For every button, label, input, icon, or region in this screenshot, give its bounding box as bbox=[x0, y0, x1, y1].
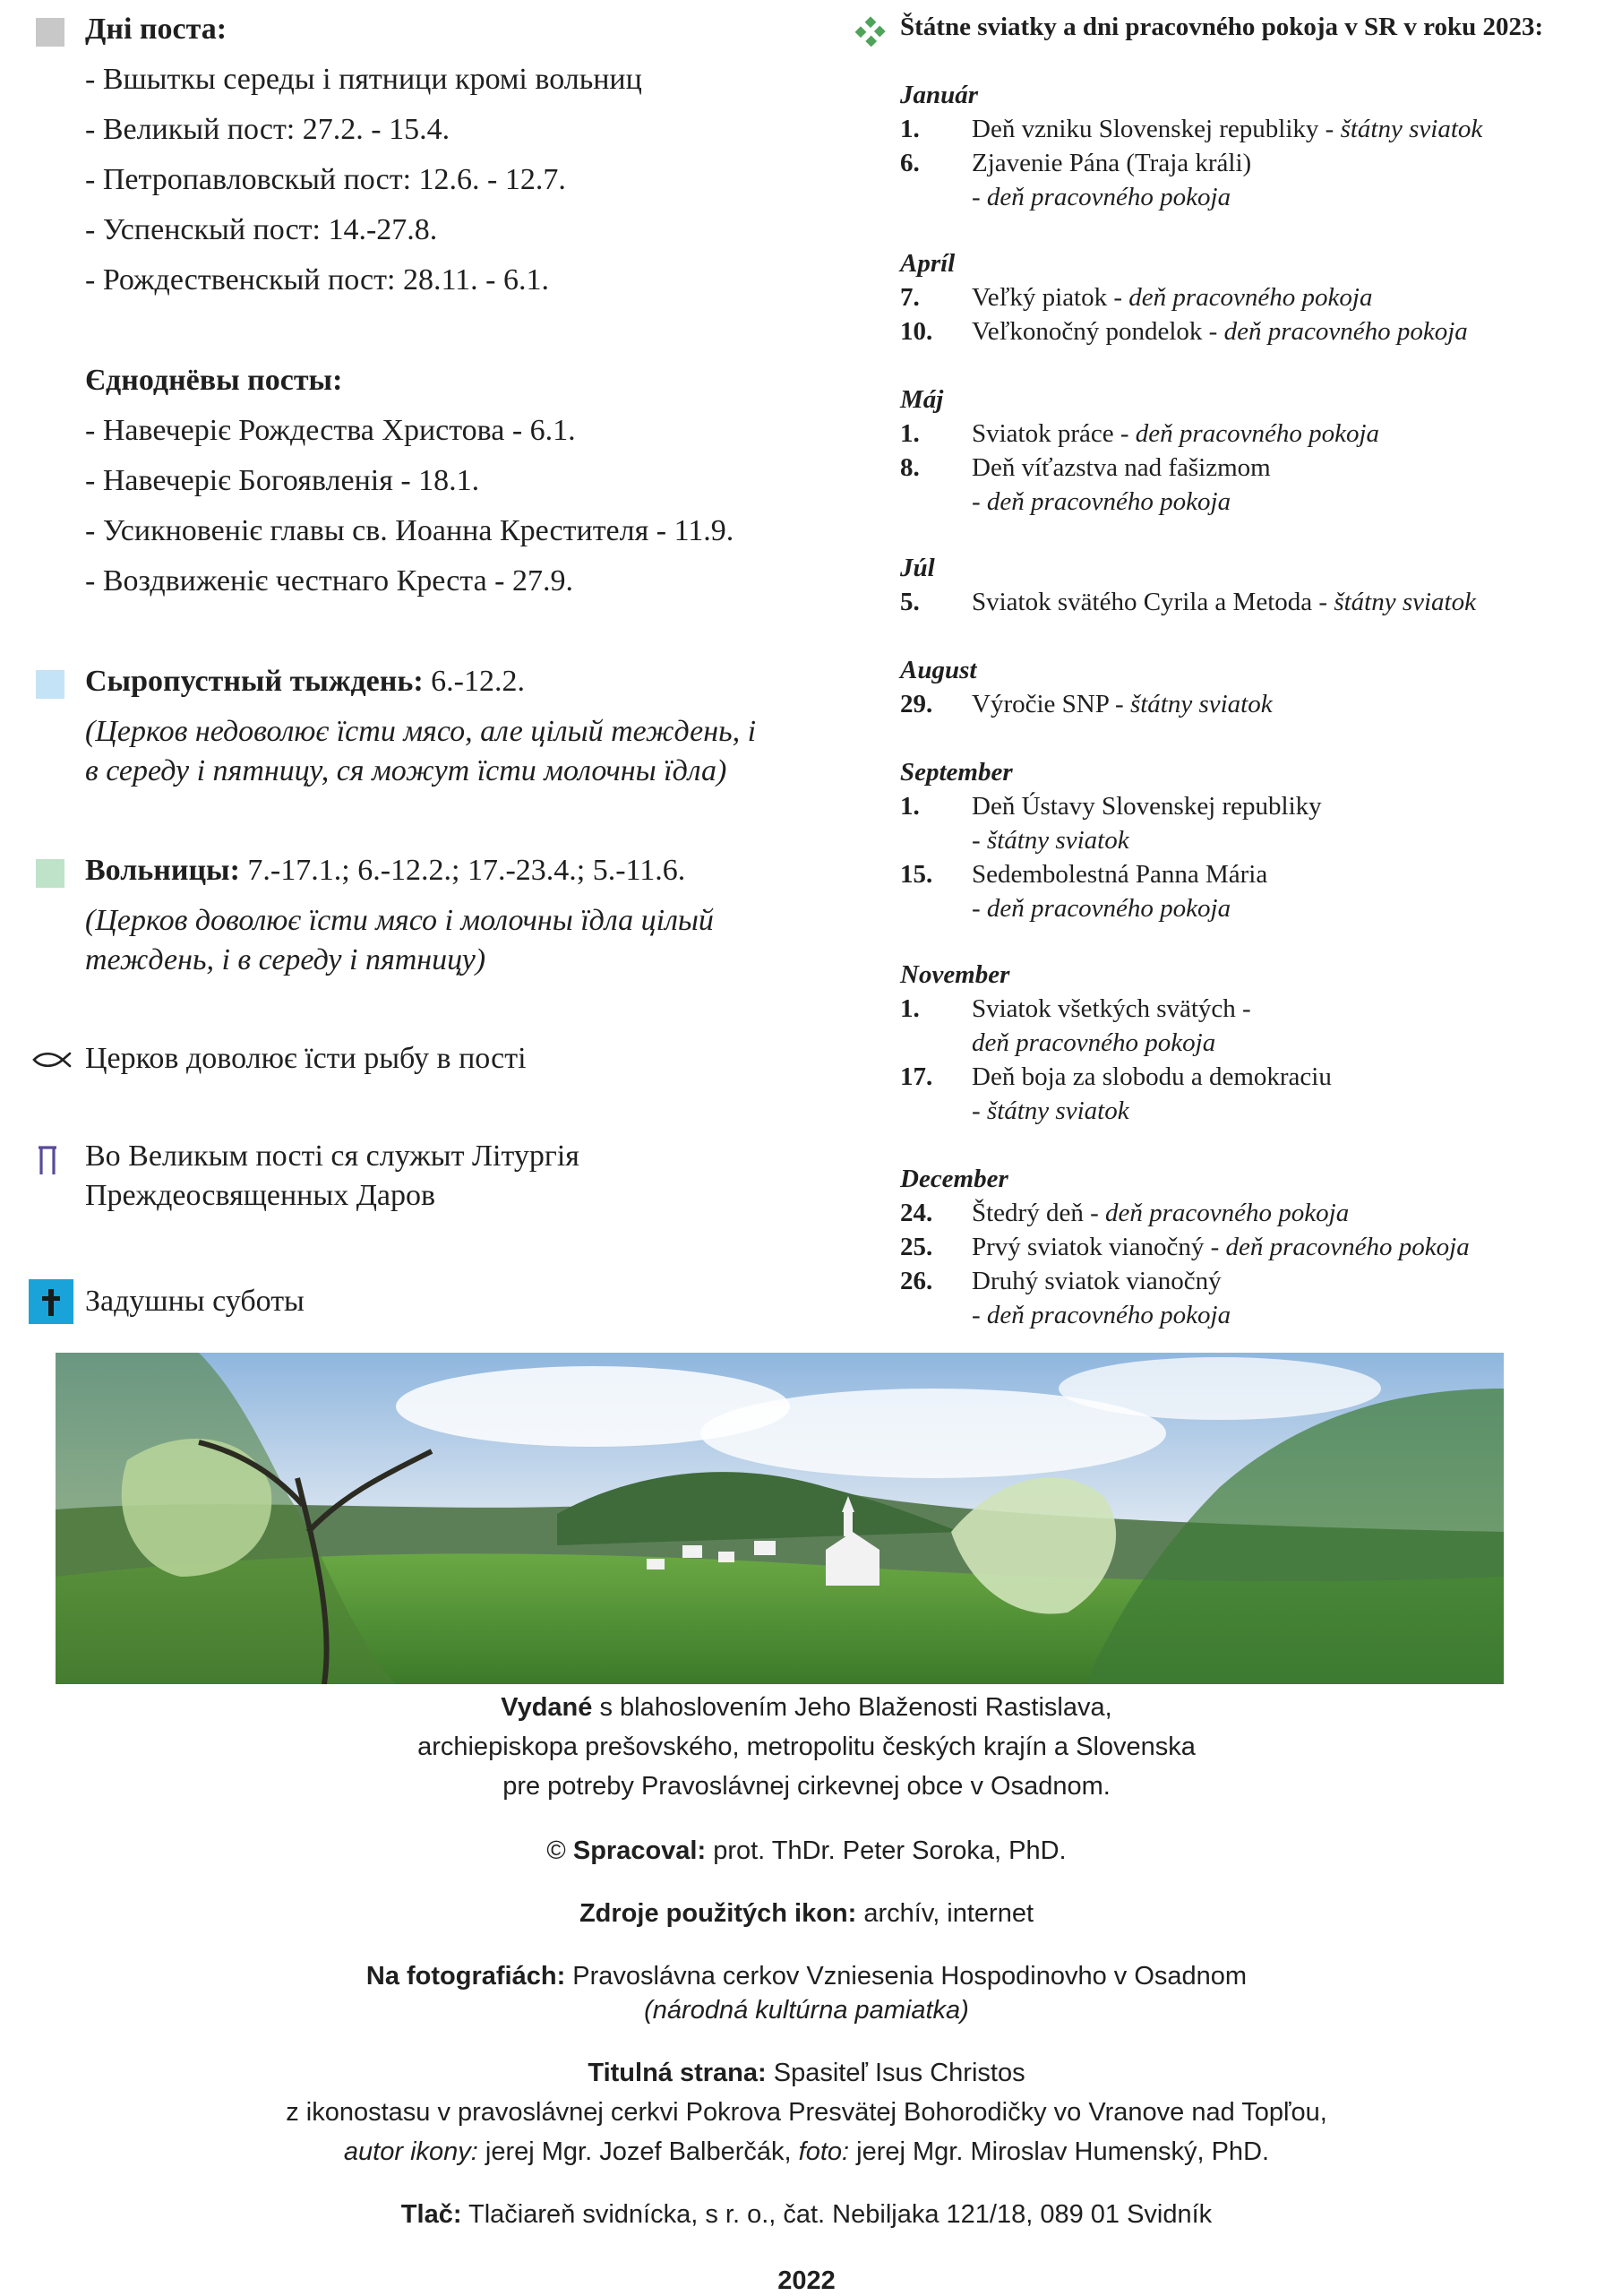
processed-line: © Spracoval: prot. ThDr. Peter Soroka, PhD. bbox=[546, 1836, 1067, 1865]
holiday-kind: - deň pracovného pokoja bbox=[972, 183, 1231, 211]
cheese-week-note: (Церков недоволює їсти мясо, але цілый теждень, і bbox=[85, 715, 757, 748]
cover-credits: autor ikony: jerej Mgr. Jozef Balberčák, foto: jerej Mgr. Miroslav Humenský, PhD. bbox=[343, 2137, 1270, 2166]
holiday-day: 6. bbox=[900, 149, 920, 177]
fish-note: Церков доволює їсти рыбу в пості bbox=[85, 1042, 527, 1075]
free-weeks-note: теждень, і в середу і пятницу) bbox=[85, 943, 486, 976]
month-heading: September bbox=[900, 758, 1013, 787]
free-weeks-dates: 7.-17.1.; 6.-12.2.; 17.-23.4.; 5.-11.6. bbox=[239, 854, 686, 887]
fasts-title: Дні поста: bbox=[85, 13, 227, 46]
year: 2022 bbox=[777, 2266, 836, 2295]
cross-icon bbox=[29, 1279, 73, 1324]
free-weeks-marker bbox=[36, 859, 64, 888]
holiday-name: Veľký piatok - deň pracovného pokoja bbox=[972, 283, 1373, 312]
memorial-saturday-marker bbox=[29, 1279, 73, 1324]
holiday-day: 1. bbox=[900, 419, 920, 448]
holiday-day: 26. bbox=[900, 1267, 933, 1295]
list-item: - Рождественскый пост: 28.11. - 6.1. bbox=[85, 263, 550, 297]
cheese-week-title: Сыропустный тыждень: bbox=[85, 665, 424, 698]
holiday-day: 17. bbox=[900, 1062, 933, 1091]
holiday-name: Deň Ústavy Slovenskej republiky bbox=[972, 792, 1322, 821]
holiday-name: Štedrý deň - deň pracovného pokoja bbox=[972, 1199, 1350, 1227]
cheese-week-line bbox=[85, 665, 525, 699]
holiday-kind: deň pracovného pokoja bbox=[972, 1028, 1216, 1057]
holiday-day: 10. bbox=[900, 317, 933, 346]
holiday-day: 5. bbox=[900, 588, 920, 616]
month-heading: Máj bbox=[900, 385, 944, 414]
cheese-week-dates: 6.-12.2. bbox=[423, 665, 525, 698]
month-heading: Január bbox=[900, 81, 979, 109]
presanctified-note: Преждеосвященных Даров bbox=[85, 1179, 436, 1212]
cover-line: z ikonostasu v pravoslávnej cerkvi Pokrova Presvätej Bohorodičky vo Vranove nad Topľou, bbox=[286, 2098, 1327, 2127]
cheese-week-marker bbox=[36, 670, 64, 699]
holiday-name: Výročie SNP - štátny sviatok bbox=[972, 690, 1273, 718]
list-item: - Великый пост: 27.2. - 15.4. bbox=[85, 113, 450, 146]
holiday-name: Zjavenie Pána (Traja králi) bbox=[972, 149, 1252, 177]
month-heading: Apríl bbox=[900, 249, 956, 278]
free-weeks-title: Вольницы: bbox=[85, 854, 240, 887]
fast-days-marker bbox=[36, 18, 64, 47]
list-item: - Воздвиженіє честнаго Креста - 27.9. bbox=[85, 564, 573, 598]
holiday-name: Veľkonočný pondelok - deň pracovného pokoja bbox=[972, 317, 1468, 346]
month-heading: November bbox=[900, 960, 1010, 989]
cover-line: Titulná strana: Spasiteľ Isus Christos bbox=[588, 2059, 1025, 2087]
list-item: - Вшыткы середы і пятници кромі вольниц bbox=[85, 63, 642, 96]
holiday-day: 25. bbox=[900, 1233, 933, 1261]
clover-icon bbox=[855, 16, 886, 47]
list-item: - Навечеріє Рождества Христова - 6.1. bbox=[85, 414, 576, 447]
fish-icon bbox=[32, 1050, 72, 1070]
holiday-name: Druhý sviatok vianočný bbox=[972, 1267, 1222, 1295]
presanctified-icon bbox=[36, 1144, 59, 1176]
photos-note: (národná kultúrna pamiatka) bbox=[644, 1996, 969, 2025]
list-item: - Петропавловскый пост: 12.6. - 12.7. bbox=[85, 163, 566, 196]
holiday-name: Sviatok všetkých svätých - bbox=[972, 994, 1251, 1023]
holiday-name: Sviatok svätého Cyrila a Metoda - štátny sviatok bbox=[972, 588, 1476, 616]
sources-line: Zdroje použitých ikon: archív, internet bbox=[579, 1899, 1034, 1928]
cheese-week-note: в середу і пятницу, ся можут їсти молочны їдла) bbox=[85, 754, 727, 787]
list-item: - Навечеріє Богоявленія - 18.1. bbox=[85, 464, 480, 497]
free-weeks-note: (Церков доволює їсти мясо і молочны їдла цілый bbox=[85, 904, 714, 937]
issued-line: pre potreby Pravoslávnej cirkevnej obce v Osadnom. bbox=[502, 1772, 1111, 1801]
oneday-fasts-title: Єдноднёвы посты: bbox=[85, 364, 343, 397]
holiday-day: 1. bbox=[900, 792, 920, 821]
holiday-kind: - deň pracovného pokoja bbox=[972, 487, 1231, 516]
holiday-name: Deň víťazstva nad fašizmom bbox=[972, 453, 1271, 482]
list-item: - Усикновеніє главы св. Иоанна Крестителя - 11.9. bbox=[85, 514, 734, 547]
holiday-name: Deň vzniku Slovenskej republiky - štátny sviatok bbox=[972, 115, 1483, 143]
landscape-illustration bbox=[56, 1353, 1504, 1684]
holiday-day: 1. bbox=[900, 115, 920, 143]
month-heading: Júl bbox=[900, 554, 935, 582]
memorial-saturdays-note: Задушны суботы bbox=[85, 1285, 305, 1318]
holiday-day: 29. bbox=[900, 690, 933, 718]
issued-line: Vydané s blahoslovením Jeho Blaženosti Rastislava, bbox=[501, 1693, 1112, 1722]
month-heading: August bbox=[900, 656, 977, 684]
holiday-kind: - štátny sviatok bbox=[972, 1096, 1129, 1125]
holiday-day: 8. bbox=[900, 453, 920, 482]
free-weeks-line bbox=[85, 854, 685, 888]
holiday-day: 15. bbox=[900, 860, 933, 889]
issued-line: archiepiskopa prešovského, metropolitu českých krajín a Slovenska bbox=[417, 1733, 1196, 1761]
month-heading: December bbox=[900, 1165, 1008, 1193]
fasting-legend bbox=[0, 0, 833, 1344]
holiday-name: Sviatok práce - deň pracovného pokoja bbox=[972, 419, 1379, 448]
holiday-day: 7. bbox=[900, 283, 920, 312]
presanctified-note: Во Великым пості ся служыт Літургія bbox=[85, 1139, 579, 1173]
list-item: - Успенскый пост: 14.-27.8. bbox=[85, 213, 438, 246]
photos-line: Na fotografiách: Pravoslávna cerkov Vzniesenia Hospodinovho v Osadnom bbox=[365, 1962, 1248, 1991]
holiday-kind: - deň pracovného pokoja bbox=[972, 894, 1231, 923]
holiday-name: Sedembolestná Panna Mária bbox=[972, 860, 1268, 889]
holiday-name: Deň boja za slobodu a demokraciu bbox=[972, 1062, 1332, 1091]
holiday-name: Prvý sviatok vianočný - deň pracovného pokoja bbox=[972, 1233, 1470, 1261]
holiday-day: 1. bbox=[900, 994, 920, 1023]
panorama-photo bbox=[56, 1353, 1504, 1684]
holidays-list bbox=[855, 0, 1608, 1344]
holiday-day: 24. bbox=[900, 1199, 933, 1227]
holiday-kind: - deň pracovného pokoja bbox=[972, 1301, 1231, 1329]
print-line: Tlač: Tlačiareň svidnícka, s r. o., čat. Nebiljaka 121/18, 089 01 Svidník bbox=[400, 2200, 1213, 2229]
holiday-kind: - štátny sviatok bbox=[972, 826, 1129, 855]
holidays-title: Štátne sviatky a dni pracovného pokoja v SR v roku 2023: bbox=[900, 13, 1544, 41]
